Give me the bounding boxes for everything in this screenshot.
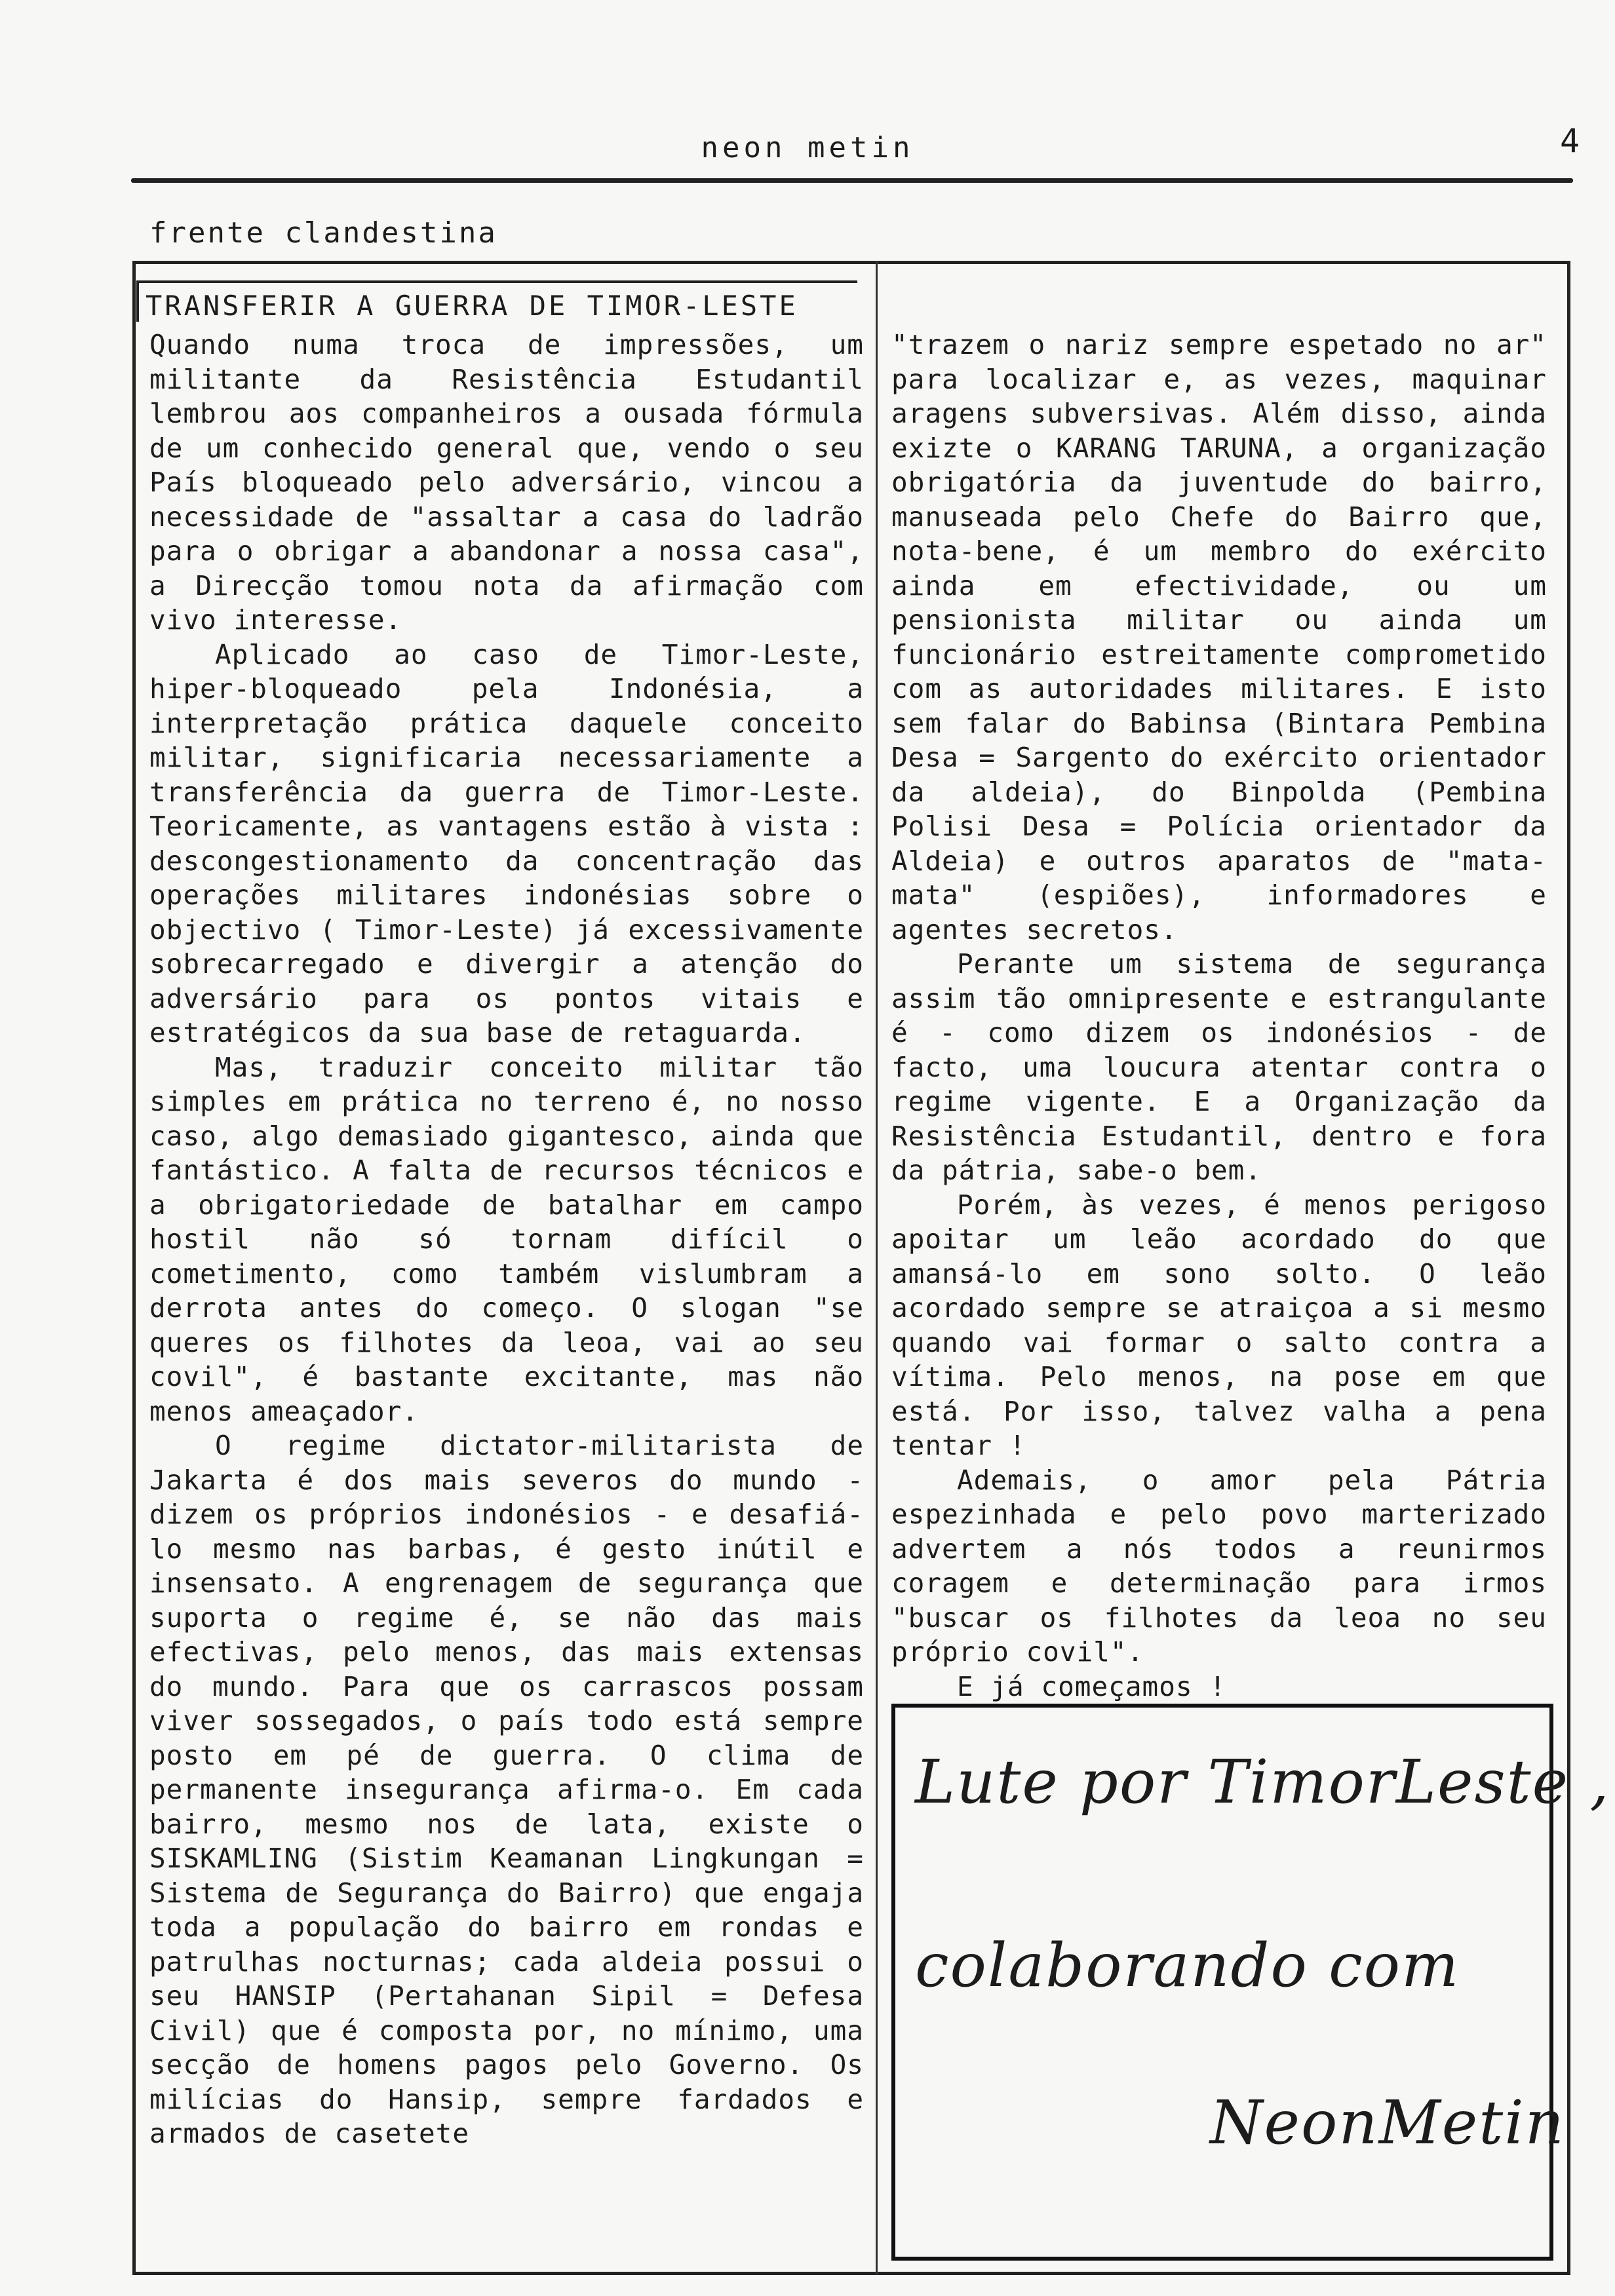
paragraph: E já começamos ! bbox=[957, 1670, 1226, 1702]
promo-line: colaborando com bbox=[915, 1930, 1460, 2000]
promo-line: Lute por TimorLeste , bbox=[915, 1747, 1610, 1817]
section-label: frente clandestina bbox=[149, 216, 497, 250]
article-title: TRANSFERIR A GUERRA DE TIMOR-LESTE bbox=[136, 280, 857, 322]
paragraph: Mas, traduzir conceito militar tão simples em prática no terreno é, no nosso caso, algo demasiado gigantesco, ainda que fantástico. A falta de recursos técnicos e a obrigatoriedade de batalhar em campo hostil não só tornam difícil o cometimento, como também vislumbram a derrota antes do começo. O slogan "se queres os filhotes da leoa, vai ao seu covil", é bastante excitante, mas não menos ameaçador. bbox=[149, 1051, 864, 1427]
publication-title: neon metin bbox=[701, 131, 914, 164]
paragraph: Aplicado ao caso de Timor-Leste, hiper-bloqueado pela Indonésia, a interpretação prática daquele conceito militar, significaria necessariamente a transferência da guerra de Timor-Leste. Teoricamente, as vantagens estão à vista : descongestionamento da concentração das operações militares indonésias sobre o objectivo ( Timor-Leste) já excessivamente sobrecarregado e divergir a atenção do adversário para os pontos vitais e estratégicos da sua base de retaguarda. bbox=[149, 638, 864, 1048]
article-right-column bbox=[891, 328, 1547, 1704]
paragraph: "trazem o nariz sempre espetado no ar" para localizar e, as vezes, maquinar aragens subversivas. Além disso, ainda exizte o KARANG TARUNA, a organização obrigatória da juventude do bairro, manuseada pelo Chefe do Bairro que, nota-bene, é um membro do exército ainda em efectividade, ou um pensionista militar ou ainda um funcionário estreitamente comprometido com as autoridades militares. E isto sem falar do Babinsa (Bintara Pembina Desa = Sargento do exército orientador da aldeia), do Binpolda (Pembina Polisi Desa = Polícia orientador da Aldeia) e outros aparatos de "mata-mata" (espiões), informadores e agentes secretos. bbox=[891, 329, 1547, 946]
paragraph: O regime dictator-militarista de Jakarta é dos mais severos do mundo - dizem os próprios indonésios - e desafiá-lo mesmo nas barbas, é gesto inútil e insensato. A engrenagem de segurança que suporta o regime é, se não das mais efectivas, pelo menos, das mais extensas do mundo. Para que os carrascos possam viver sossegados, o país todo está sempre posto em pé de guerra. O clima de permanente insegurança afirma-o. Em cada bairro, mesmo nos de lata, existe o SISKAMLING (Sistim Keamanan Lingkungan = Sistema de Segurança do Bairro) que engaja toda a população do bairro em rondas e patrulhas nocturnas; cada aldeia possui o seu HANSIP (Pertahanan Sipil = Defesa Civil) que é composta por, no mínimo, uma secção de homens pagos pelo Governo. Os milícias do Hansip, sempre fardados e armados de casetete bbox=[149, 1430, 864, 2149]
promo-box bbox=[891, 1704, 1610, 2261]
paragraph: Porém, às vezes, é menos perigoso apoitar um leão acordado do que amansá-lo em sono solto. O leão acordado sempre se atraiçoa a si mesmo quando vai formar o salto contra a vítima. Pelo menos, na pose em que está. Por isso, talvez valha a pena tentar ! bbox=[891, 1189, 1547, 1461]
paragraph: Quando numa troca de impressões, um militante da Resistência Estudantil lembrou aos companheiros a ousada fórmula de um conhecido general que, vendo o seu País bloqueado pelo adversário, vincou a necessidade de "assaltar a casa do ladrão para o obrigar a abandonar a nossa casa", a Direcção tomou nota da afirmação com vivo interesse. bbox=[149, 329, 864, 636]
page-number: 4 bbox=[1560, 122, 1580, 160]
column-divider bbox=[876, 261, 878, 2275]
article-left-column bbox=[149, 328, 864, 2151]
promo-signature: NeonMetin bbox=[1210, 2088, 1565, 2158]
paragraph: Ademais, o amor pela Pátria espezinhada e pelo povo marterizado advertem a nós todos a reunirmos coragem e determinação para irmos "buscar os filhotes da leoa no seu próprio covil". bbox=[891, 1464, 1547, 1668]
paragraph: Perante um sistema de segurança assim tão omnipresente e estrangulante é - como dizem os indonésios - de facto, uma loucura atentar contra o regime vigente. E a Organização da Resistência Estudantil, dentro e fora da pátria, sabe-o bem. bbox=[891, 948, 1547, 1186]
header-rule bbox=[131, 178, 1573, 183]
